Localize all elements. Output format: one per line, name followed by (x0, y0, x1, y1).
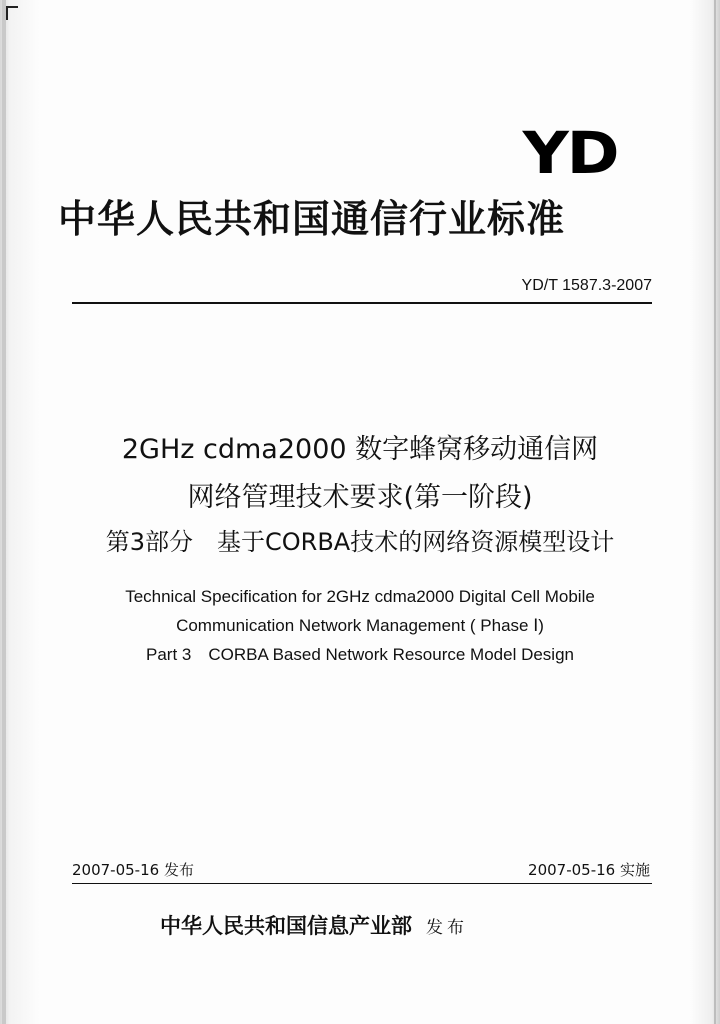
bottom-rule (72, 883, 652, 884)
english-title-block (60, 582, 660, 669)
english-title-line-2: Communication Network Management ( Phase Ⅰ) (176, 616, 544, 635)
english-title-line-1: Technical Specification for 2GHz cdma2000 Digital Cell Mobile (125, 587, 595, 606)
page-right-edge (714, 0, 716, 1024)
chinese-title-block (40, 432, 680, 558)
issuer-name: 中华人民共和国信息产业部 (160, 913, 412, 938)
english-title-line-3: Part 3 CORBA Based Network Resource Model Design (145, 645, 574, 664)
title-line-2: 网络管理技术要求(第一阶段) (187, 482, 533, 513)
standard-number: YD/T 1587.3-2007 (521, 277, 652, 294)
issuer-suffix: 发布 (426, 918, 468, 938)
title-line-1: 2GHz cdma2000 数字蜂窝移动通信网 (121, 434, 599, 465)
top-rule (72, 302, 652, 304)
page-left-edge (2, 0, 6, 1024)
title-line-3: 第3部分 基于CORBA技术的网络资源模型设计 (105, 528, 615, 556)
issuer-line (160, 912, 580, 942)
standard-title: 中华人民共和国通信行业标准 (58, 197, 566, 241)
corner-mark-vertical (6, 6, 8, 20)
yd-logo: YD (522, 119, 618, 187)
implementation-date: 2007-05-16 实施 (528, 861, 650, 879)
issue-date: 2007-05-16 发布 (72, 861, 194, 879)
